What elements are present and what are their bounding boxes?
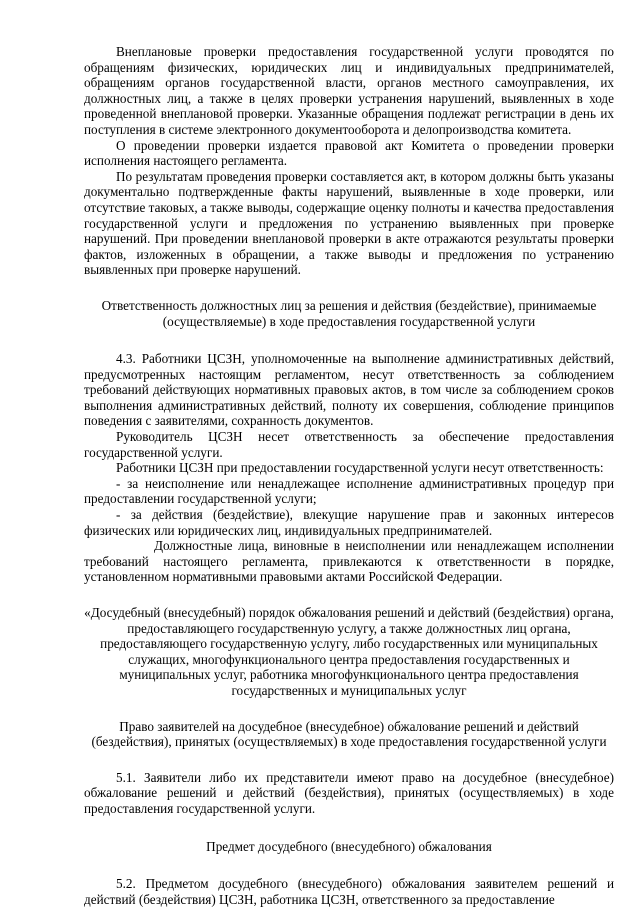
paragraph-inspection-results: По результатам проведения проверки составляется акт, в котором должны быть указаны документально подтвержденные факты нарушений, выявленные в ходе проверки, или отсутствие таковых, а также выводы, содержащие оценку полноты и качества предоставления государственной услуги и предложения по устранению выявленных при проверке нарушений. При проведении внеплановой проверки в акте отражаются результаты проверки фактов, изложенных в обращении, а также выводы и предложения по устранению выявленных при проверке нарушений. (84, 168, 614, 278)
list-item-violation: - за действия (бездействие), влекущие нарушение прав и законных интересов физических или юридических лиц, индивидуальных предпринимателей. (84, 507, 614, 538)
paragraph-inspection-act: О проведении проверки издается правовой акт Комитета о проведении проверки исполнения настоящего регламента. (84, 137, 614, 169)
section-heading-subject-of-appeal: Предмет досудебного (внесудебного) обжалования (206, 838, 492, 854)
section-heading-responsibility: Ответственность должностных лиц за решения и действия (бездействие), принимаемые (осуществляемые) в ходе предоставления государственной услуги (101, 297, 597, 329)
paragraph-director-responsibility: Руководитель ЦСЗН несет ответственность за обеспечение предоставления государственной услуги. (84, 429, 614, 460)
paragraph-5-2: 5.2. Предметом досудебного (внесудебного) обжалования заявителем решений и действий (бездействия) ЦСЗН, работника ЦСЗН, ответственного за предоставление (84, 876, 614, 907)
section-heading-pretrial-appeal: «Досудебный (внесудебный) порядок обжалования решений и действий (бездействия) органа, предоставляющего государственную услугу, а также должностных лиц органа, предоставляющего государственную услугу, либо государственных или муниципальных служащих, многофункционального центра предоставления государственных и муниципальных услуг, работника многофункционального центра предоставления государственных и муниципальных услуг (84, 605, 614, 698)
paragraph-employees-responsibility: Работники ЦСЗН при предоставлении государственной услуги несут ответственность: (116, 460, 604, 476)
section-heading-right-to-appeal: Право заявителей на досудебное (внесудебное) обжалование решений и действий (бездействия), принятых (осуществляемых) в ходе предоставления государственной услуги (91, 718, 607, 750)
document-body (84, 44, 614, 907)
list-item-nonperformance: - за неисполнение или ненадлежащее исполнение административных процедур при предоставлении государственной услуги; (84, 475, 614, 507)
paragraph-unscheduled-inspections: Внеплановые проверки предоставления государственной услуги проводятся по обращениям физических, юридических лиц и индивидуальных предпринимателей, обращениям органов государственной власти, органов местного самоуправления, их должностных лиц, а также в целях проверки устранения нарушений, выявленных в ходе проведенной внеплановой проверки. Указанные обращения подлежат регистрации в день их поступления в системе электронного документооборота и делопроизводства комитета. (84, 44, 614, 137)
paragraph-5-1: 5.1. Заявители либо их представители имеют право на досудебное (внесудебное) обжалование решений и действий (бездействия), принятых (осуществляемых) в ходе предоставления государственной услуги. (84, 769, 614, 816)
paragraph-officials-liability: Должностные лица, виновные в неисполнении или ненадлежащем исполнении требований настоящего регламента, привлекаются к ответственности в порядке, установленном нормативными правовыми актами Российской Федерации. (84, 538, 614, 585)
paragraph-4-3: 4.3. Работники ЦСЗН, уполномоченные на выполнение административных действий, предусмотренных настоящим регламентом, несут ответственность за соблюдением требований действующих нормативных правовых актов, в том числе за соблюдением сроков выполнения административных действий, полноту их совершения, соблюдение принципов поведения с заявителями, сохранность документов. (84, 351, 614, 429)
